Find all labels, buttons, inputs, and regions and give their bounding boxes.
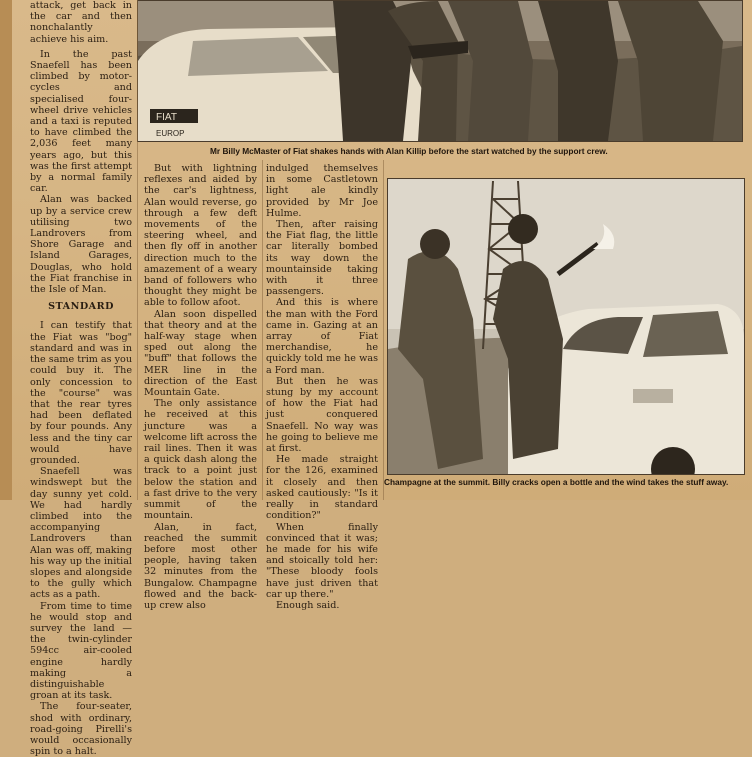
section-heading: STANDARD [48,301,114,313]
photo-handshake [137,0,743,142]
article-paragraph: Alan, in fact, reached the summit before most other people, having taken 32 minutes from the Bungalow. Champagne flowed and the back-up crew also [144,521,257,611]
article-paragraph: But with lightning reflexes and aided by the car's lightness, Alan would reverse, go through a few deft movements of the steering wheel, and then fly off in another direction much to the amazement of a weary band of followers who thought they might be able to follow afoot. [144,163,257,309]
article-column-2 [144,163,257,611]
article-paragraph: I can testify that the Fiat was "bog" standard and was in the same trim as you could buy it. The only concession to the "course" was that the rear tyres had been deflated by four pounds. Any less and the tiny car would have grounded. [30,320,132,466]
handshake-photo-art [138,1,742,141]
car-badge-text: EUROP [156,129,185,138]
column-rule [383,160,384,500]
article-paragraph: The four-seater, shod with ordinary, road-going Pirelli's would occasionally spin to a halt. [30,701,132,757]
champagne-photo-art [388,179,744,474]
photo-champagne [387,178,745,475]
article-column-1 [30,0,132,757]
article-paragraph: indulged themselves in some Castletown light ale kindly provided by Mr Joe Hulme. [266,163,378,219]
article-paragraph: He made straight for the 126, examined it closely and then asked cautiously: "Is it really in standard condition?" [266,454,378,522]
article-paragraph: In the past Snaefell has been climbed by motor-cycles and specialised four-wheel drive vehicles and a taxi is reputed to have climbed the 2,036 feet many years ago, but this was the first attempt by a normal family car. [30,48,132,195]
article-paragraph: attack, get back in the car and then nonchalantly achieve his aim. [30,0,132,45]
article-paragraph: From time to time he would stop and survey the land — the twin-cylinder 594cc air-cooled engine hardly making a distinguishable groan at its task. [30,600,132,702]
article-paragraph: When finally convinced that it was; he made for his wife and stoically told her: "These bloody fools have just driven that car up there." [266,521,378,600]
article-paragraph: Enough said. [276,599,340,611]
caption-handshake: Mr Billy McMaster of Fiat shakes hands with Alan Killip before the start watched by the support crew. [210,146,608,156]
article-paragraph: Snaefell was windswept but the day sunny yet cold. We had hardly climbed into the accompanying Landrovers than Alan was off, making his way up the initial slopes and alongside to the gully which acts as a path. [30,466,132,601]
article-paragraph: The only assistance he received at this juncture was a welcome lift across the rail lines. Then it was a quick dash along the track to a point just below the station and a fast drive to the very summit of the mountain. [144,398,257,522]
article-paragraph: Alan soon dispelled that theory and at the half-way stage when sped out along the "buff" that follows the MER line in the direction of the East Mountain Gate. [144,308,257,399]
caption-champagne: Champagne at the summit. Billy cracks open a bottle and the wind takes the stuff away. [384,477,729,487]
column-rule [137,0,138,500]
article-paragraph: And this is where the man with the Ford came in. Gazing at an array of Fiat merchandise, he quickly told me he was a Ford man. [266,297,378,376]
article-column-3 [266,163,378,611]
article-paragraph: Then, after raising the Fiat flag, the little car literally bombed its way down the mountainside taking with it three passengers. [266,219,378,298]
article-paragraph: Alan was backed up by a service crew utilising two Landrovers from Shore Garage and Island Garages, Douglas, who hold the Fiat franchise in the Isle of Man. [30,194,132,296]
paper-edge [0,0,12,500]
column-rule [262,160,263,500]
article-paragraph: But then he was stung by my account of how the Fiat had just conquered Snaefell. No way was he going to believe me at first. [266,375,378,455]
car-plate-text: FIAT [156,112,177,123]
